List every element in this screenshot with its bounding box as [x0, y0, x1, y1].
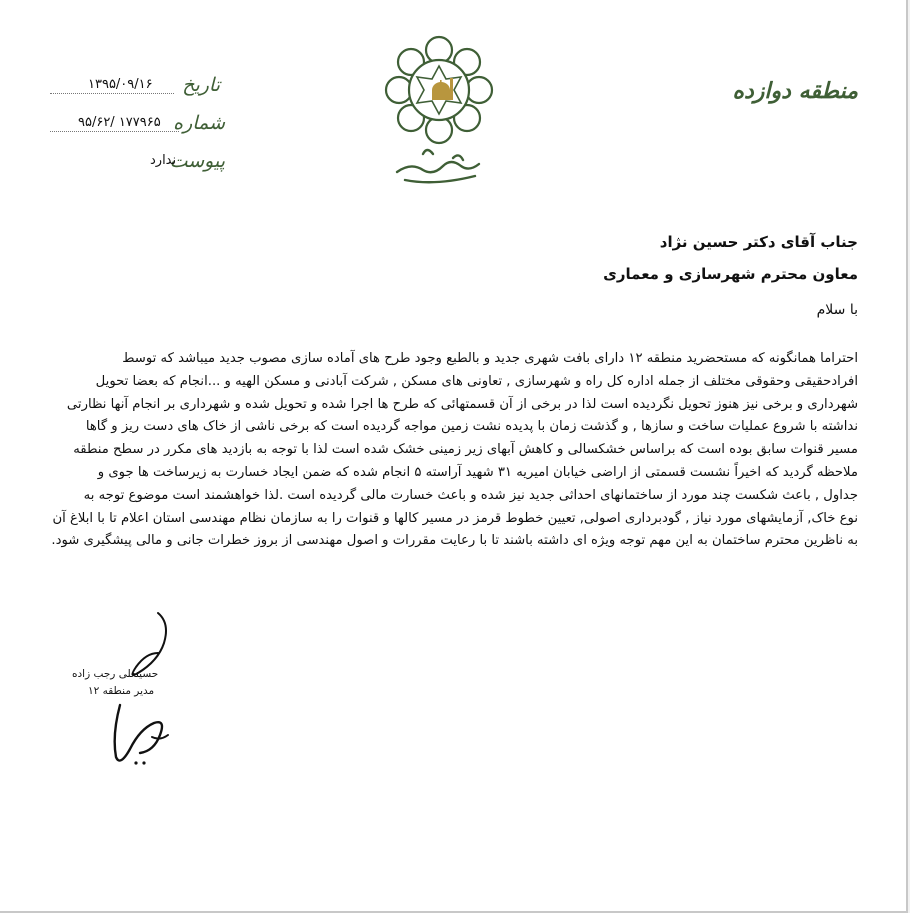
- date-value: ۱۳۹۵/۰۹/۱۶: [88, 77, 153, 92]
- signer-name: حسینعلی رجب زاده: [72, 668, 159, 680]
- signer-title: مدیر منطقه ۱۲: [88, 685, 155, 697]
- body-line: نوع خاک, آزمایشهای مورد نیاز , گودبرداری اصولی, تعیین خطوط قرمز در مسیر کالها و قنوات را به سازمان نظام مهندسی استان اعلام تا با ابلاغ آن: [52, 510, 858, 526]
- recipient-title: معاون محترم شهرسازی و معماری: [603, 265, 858, 283]
- greeting: با سلام: [816, 302, 858, 318]
- date-row: [50, 74, 220, 96]
- body-line: جداول , باعث شکست چند مورد از ساختمانهای احداثی جدید نیز شده و باعث خسارت مالی گردیده است .لذا خواهشمند است موضوع توجه به: [83, 487, 858, 503]
- body-line: مسیر قنوات سابق بوده است که براساس خشکسالی و کاهش آبهای زیر زمینی خشک شده است لذا با توجه به بازدید های مکرر در سطح منطقه: [73, 442, 858, 458]
- attachment-label: پیوست: [169, 150, 225, 172]
- number-row: [50, 112, 225, 134]
- body-line: نداشته با شروع عملیات ساخت و سازها , و گذشت زمان با پدیده نشت زمین مواجه گردیده است که برخی ناشی از خاک های دست ریز و گاها: [85, 419, 858, 435]
- number-label: شماره: [173, 112, 225, 134]
- recipient-block: [603, 226, 858, 290]
- number-underline: [50, 131, 179, 132]
- body-line: افرادحقیقی وحقوقی مختلف از جمله اداره کل راه و شهرسازی , تعاونی های مسکن , شرکت آبادنی و مسکن الهیه و ...انجام که بعضا تحویل: [95, 373, 858, 389]
- attachment-value: ندارد: [150, 153, 177, 168]
- region-name: منطقه دوازده: [732, 78, 858, 104]
- number-value: ۹۵/۶۲/ ۱۷۷۹۶۵: [78, 115, 161, 130]
- recipient-name: جناب آقای دکتر حسین نژاد: [659, 233, 858, 251]
- municipality-logo-icon: [383, 30, 495, 190]
- body-line: شهرداری و برخی نیز هنوز تحویل نگردیده است لذا در برخی از آن قسمتهائی که طرح ها اجرا شده و تحویل شده و شهرداری بر انجام آنها نظارتی: [66, 396, 858, 412]
- body-line: به ناظرین محترم ساختمان به این مهم توجه ویژه ای داشته باشند تا با رعایت مقررات و اصول مهندسی از بروز خطرات جانی و مالی پیشگیری شود.: [51, 533, 858, 549]
- letter-body: [42, 348, 858, 553]
- body-line: ملاحظه گردید که اخیراً نشست قسمتی از اراضی خیابان امیریه ۳۱ شهید آراسته ۵ انجام شده که ضمن ایجاد خسارت به زیرساخت ها جوی و: [97, 464, 858, 480]
- attachment-row: [50, 150, 225, 172]
- svg-text:شهرداری مشهد: شهرداری مشهد: [435, 188, 443, 189]
- body-line: احتراما همانگونه که مستحضرید منطقه ۱۲ دارای بافت شهری جدید و بالطبع وجود طرح های آماده سازی مصوب جدید میباشد که توسط: [122, 351, 858, 366]
- date-underline: [50, 93, 174, 94]
- date-label: تاریخ: [182, 74, 220, 96]
